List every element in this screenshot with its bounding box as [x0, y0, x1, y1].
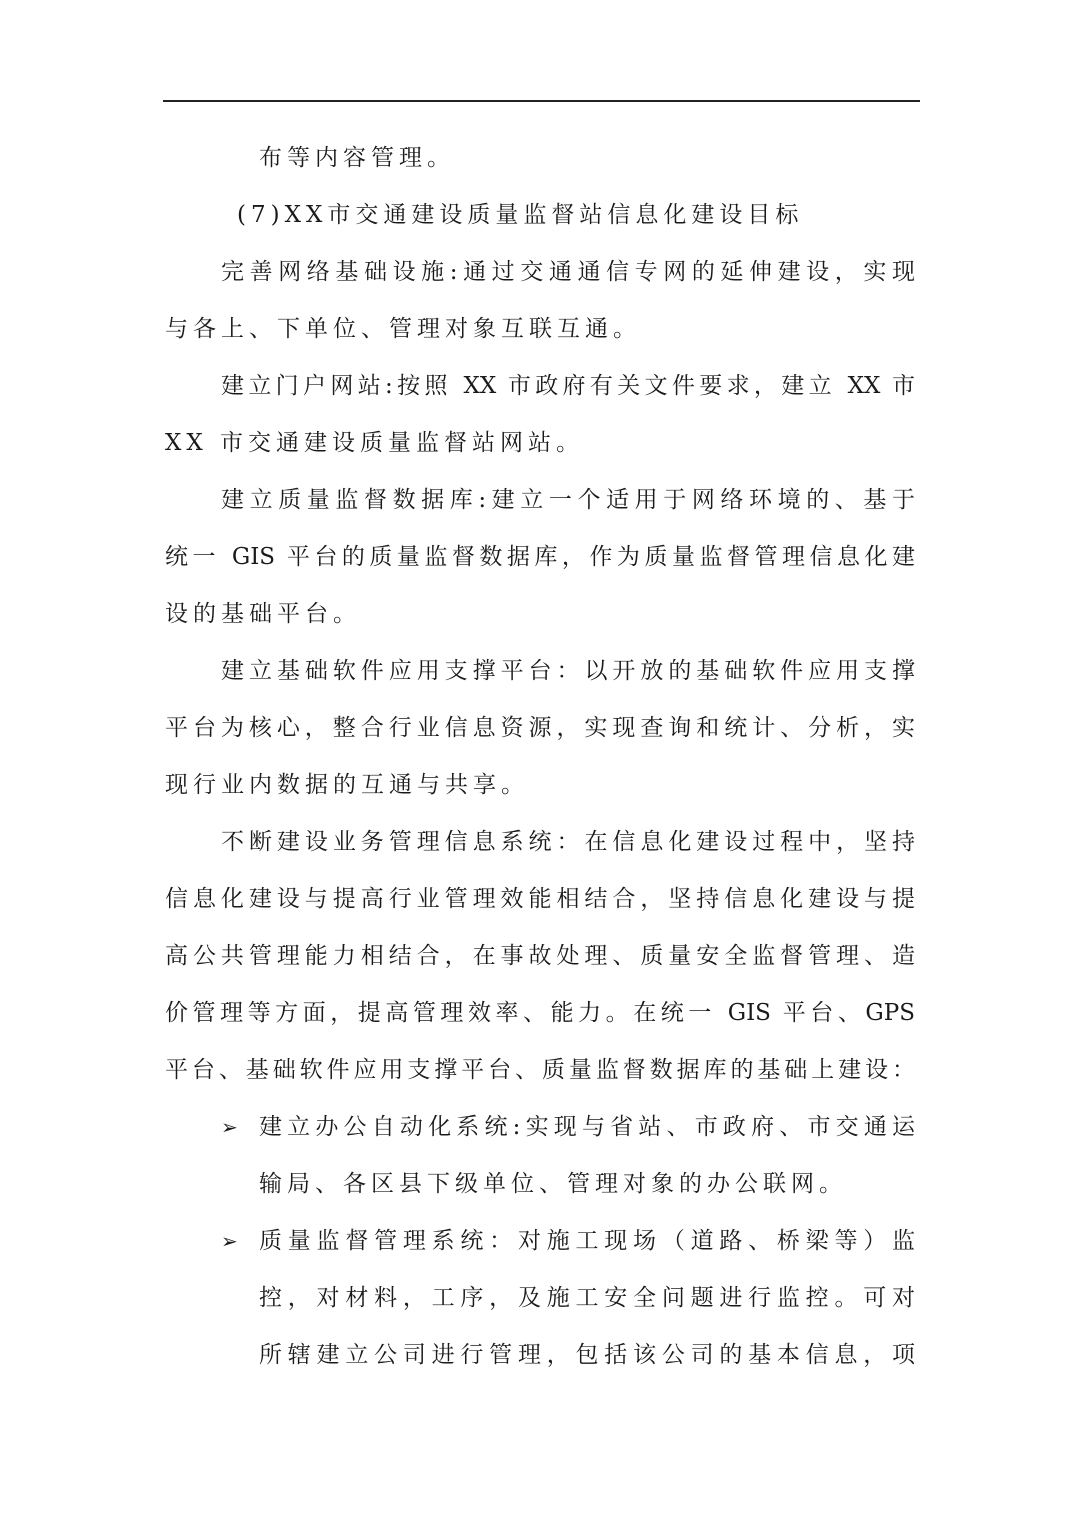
bullet-text: 质量监督管理系统：对施工现场（道路、桥梁等）监 [259, 1228, 915, 1254]
arrow-bullet-icon: ➢ [221, 1229, 238, 1253]
paragraph-line: 布等内容管理。 [259, 145, 455, 171]
bullet-continuation: 所辖建立公司进行管理，包括该公司的基本信息，项 [259, 1342, 915, 1368]
section-heading: (7)XX市交通建设质量监督站信息化建设目标 [237, 202, 804, 228]
paragraph-line: 建立质量监督数据库:建立一个适用于网络环境的、基于 [221, 487, 915, 513]
paragraph-line: 设的基础平台。 [165, 601, 361, 627]
arrow-bullet-icon: ➢ [221, 1115, 238, 1139]
paragraph-line: 完善网络基础设施:通过交通通信专网的延伸建设，实现 [221, 259, 915, 285]
paragraph-line: 不断建设业务管理信息系统：在信息化建设过程中，坚持 [221, 829, 915, 855]
paragraph-line: 平台、基础软件应用支撑平台、质量监督数据库的基础上建设： [165, 1057, 915, 1083]
paragraph-line: 高公共管理能力相结合，在事故处理、质量安全监督管理、造 [165, 943, 915, 969]
paragraph-line: 建立基础软件应用支撑平台：以开放的基础软件应用支撑 [221, 658, 915, 684]
paragraph-line: 平台为核心，整合行业信息资源，实现查询和统计、分析，实 [165, 715, 915, 741]
paragraph-line: 统一 GIS 平台的质量监督数据库，作为质量监督管理信息化建 [165, 544, 915, 570]
paragraph-line: XX 市交通建设质量监督站网站。 [165, 430, 585, 456]
bullet-item [165, 1213, 915, 1270]
document-body [165, 130, 915, 1384]
bullet-text: 建立办公自动化系统:实现与省站、市政府、市交通运 [259, 1114, 915, 1140]
paragraph-line: 现行业内数据的互通与共享。 [165, 772, 529, 798]
paragraph-line: 建立门户网站:按照 XX 市政府有关文件要求，建立 XX 市 [221, 373, 915, 399]
paragraph-line: 价管理等方面，提高管理效率、能力。在统一 GIS 平台、GPS [165, 1000, 915, 1026]
paragraph-line: 与各上、下单位、管理对象互联互通。 [165, 316, 641, 342]
bullet-item [165, 1099, 915, 1156]
bullet-continuation: 控，对材料，工序，及施工安全问题进行监控。可对 [259, 1285, 915, 1311]
header-rule [163, 100, 920, 102]
paragraph-line: 信息化建设与提高行业管理效能相结合，坚持信息化建设与提 [165, 886, 915, 912]
bullet-continuation: 输局、各区县下级单位、管理对象的办公联网。 [259, 1171, 847, 1197]
